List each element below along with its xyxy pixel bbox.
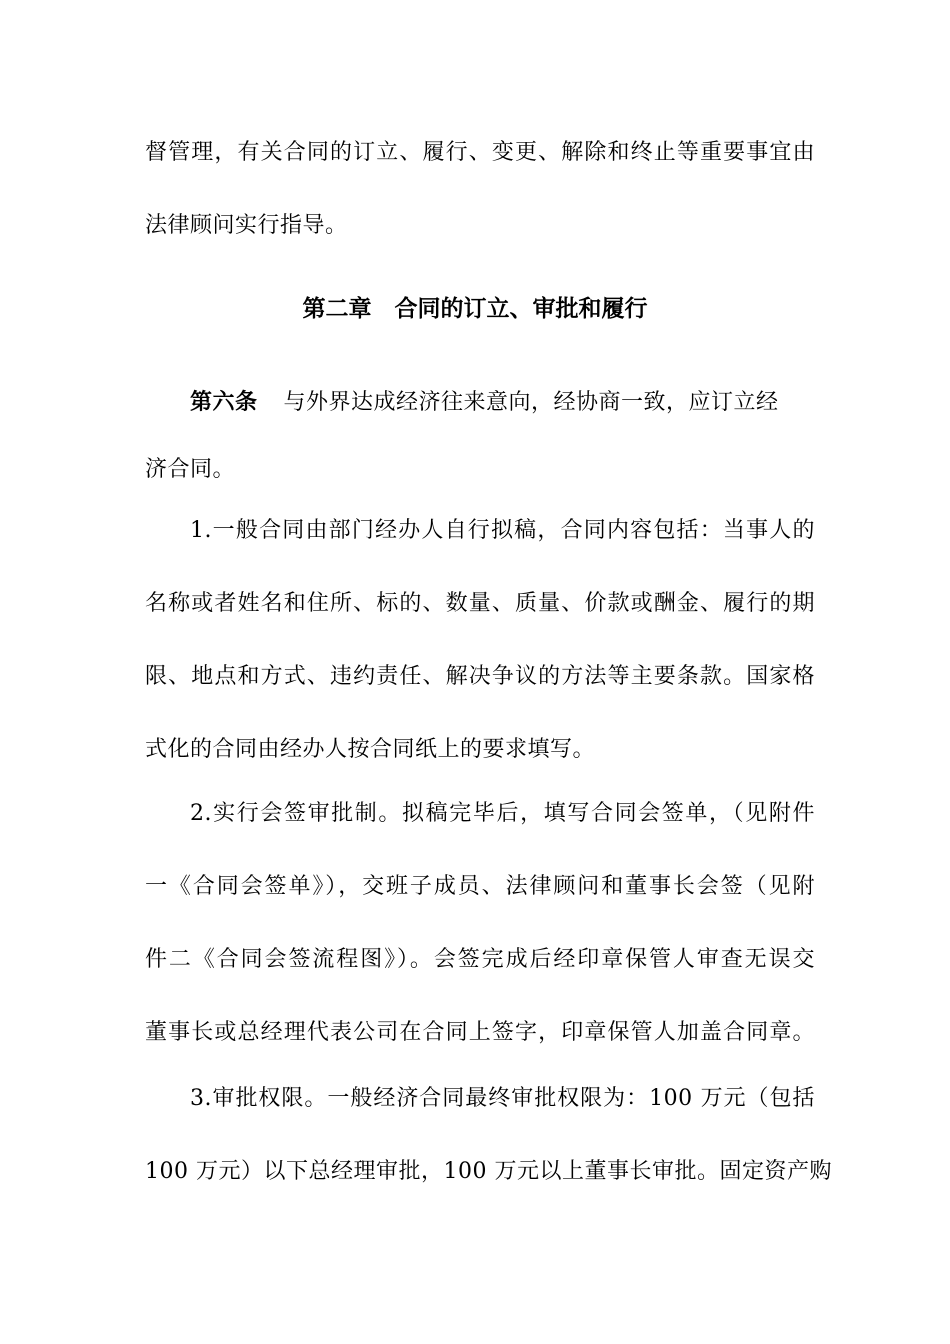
item-1-line-3: 限、地点和方式、违约责任、解决争议的方法等主要条款。国家格	[145, 664, 815, 689]
intro-line-2: 法律顾问实行指导。	[145, 213, 348, 238]
item-2-line-3: 件二《合同会签流程图》）。会签完成后经印章保管人审查无误交	[145, 947, 815, 972]
article-6-line-1	[190, 388, 780, 418]
article-6-line-2: 济合同。	[145, 457, 236, 482]
intro-line-1: 督管理，有关合同的订立、履行、变更、解除和终止等重要事宜由	[145, 140, 815, 165]
item-3-line-1: 3.审批权限。一般经济合同最终审批权限为：100 万元（包括	[190, 1086, 815, 1111]
item-1-line-1: 1.一般合同由部门经办人自行拟稿，合同内容包括：当事人的	[190, 518, 815, 543]
chapter-heading: 第二章 合同的订立、审批和履行	[302, 296, 648, 322]
item-1-line-2: 名称或者姓名和住所、标的、数量、质量、价款或酬金、履行的期	[145, 591, 815, 616]
article-6-text: 与外界达成经济往来意向，经协商一致，应订立经	[283, 390, 779, 415]
item-2-line-2: 一《合同会签单》），交班子成员、法律顾问和董事长会签（见附	[145, 874, 815, 899]
item-1-line-4: 式化的合同由经办人按合同纸上的要求填写。	[145, 737, 596, 762]
item-3-line-2: 100 万元）以下总经理审批，100 万元以上董事长审批。固定资产购	[145, 1159, 832, 1184]
item-2-line-1: 2.实行会签审批制。拟稿完毕后，填写合同会签单，（见附件	[190, 801, 815, 826]
article-6-label: 第六条	[190, 390, 258, 415]
item-2-line-4: 董事长或总经理代表公司在合同上签字，印章保管人加盖合同章。	[145, 1020, 815, 1045]
